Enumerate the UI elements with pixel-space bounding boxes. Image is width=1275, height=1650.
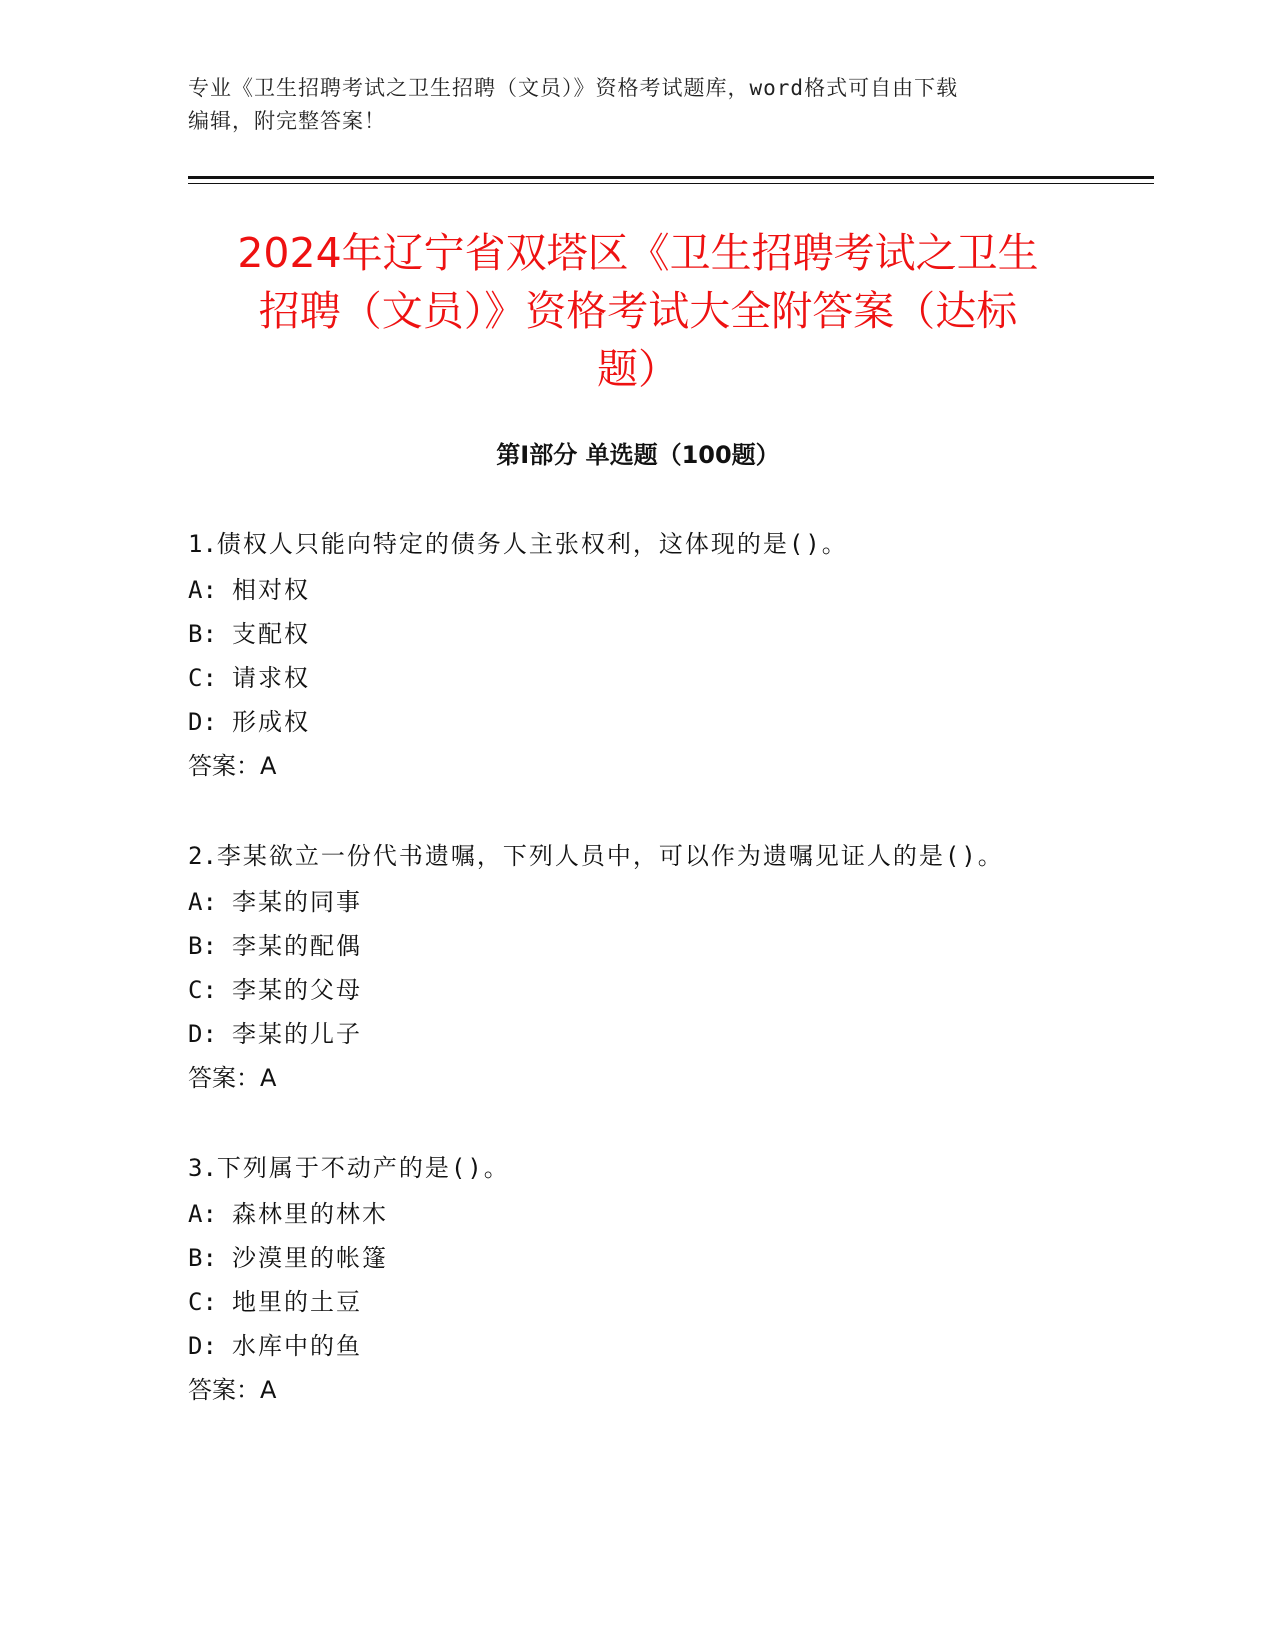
answer-line — [188, 1056, 1068, 1100]
option-d — [188, 1012, 1068, 1056]
option-letter: B: — [188, 620, 217, 648]
option-text: 支配权 — [232, 620, 310, 648]
answer-value: A — [260, 752, 277, 780]
option-text: 沙漠里的帐篷 — [232, 1244, 388, 1272]
document-title — [188, 224, 1088, 398]
answer-label: 答案： — [188, 1376, 260, 1404]
option-a — [188, 568, 1068, 612]
option-letter: C: — [188, 664, 217, 692]
option-d — [188, 700, 1068, 744]
header-rule-thick — [188, 176, 1154, 179]
option-a — [188, 1192, 1068, 1236]
option-letter: B: — [188, 932, 217, 960]
option-text: 李某的儿子 — [232, 1020, 362, 1048]
option-a — [188, 880, 1068, 924]
answer-value: A — [260, 1376, 277, 1404]
option-letter: D: — [188, 1020, 217, 1048]
option-text: 水库中的鱼 — [232, 1332, 362, 1360]
option-letter: A: — [188, 576, 217, 604]
question-2 — [188, 832, 1068, 1100]
option-c — [188, 656, 1068, 700]
question-list — [188, 520, 1068, 1456]
option-letter: D: — [188, 708, 217, 736]
header-note-line-2: 编辑，附完整答案！ — [188, 109, 386, 133]
title-line-2: 招聘（文员）》资格考试大全附答案（达标 — [258, 287, 1018, 335]
option-text: 地里的土豆 — [232, 1288, 362, 1316]
question-text: 债权人只能向特定的债务人主张权利，这体现的是()。 — [216, 530, 848, 558]
option-c — [188, 1280, 1068, 1324]
question-1 — [188, 520, 1068, 788]
option-letter: C: — [188, 1288, 217, 1316]
title-line-1: 2024年辽宁省双塔区《卫生招聘考试之卫生 — [237, 229, 1039, 277]
answer-line — [188, 1368, 1068, 1412]
answer-label: 答案： — [188, 1064, 260, 1092]
option-b — [188, 924, 1068, 968]
option-text: 李某的配偶 — [232, 932, 362, 960]
option-letter: D: — [188, 1332, 217, 1360]
answer-value: A — [260, 1064, 277, 1092]
option-c — [188, 968, 1068, 1012]
title-line-3: 题） — [597, 345, 679, 393]
answer-line — [188, 744, 1068, 788]
question-number: 1. — [188, 530, 217, 558]
option-letter: A: — [188, 1200, 217, 1228]
option-text: 请求权 — [232, 664, 310, 692]
question-stem — [188, 832, 1068, 880]
option-text: 形成权 — [232, 708, 310, 736]
option-letter: A: — [188, 888, 217, 916]
answer-label: 答案： — [188, 752, 260, 780]
option-text: 李某的父母 — [232, 976, 362, 1004]
question-number: 2. — [188, 842, 217, 870]
header-rule-thin — [188, 183, 1154, 184]
question-text: 李某欲立一份代书遗嘱，下列人员中，可以作为遗嘱见证人的是()。 — [216, 842, 1004, 870]
option-letter: B: — [188, 1244, 217, 1272]
option-b — [188, 1236, 1068, 1280]
option-text: 相对权 — [232, 576, 310, 604]
option-text: 森林里的林木 — [232, 1200, 388, 1228]
section-heading: 第Ⅰ部分 单选题（100题） — [496, 441, 780, 469]
question-stem — [188, 1144, 1068, 1192]
question-text: 下列属于不动产的是()。 — [216, 1154, 510, 1182]
option-d — [188, 1324, 1068, 1368]
option-b — [188, 612, 1068, 656]
option-text: 李某的同事 — [232, 888, 362, 916]
header-note-line-1: 专业《卫生招聘考试之卫生招聘（文员）》资格考试题库，word格式可自由下载 — [188, 76, 959, 100]
option-letter: C: — [188, 976, 217, 1004]
question-3 — [188, 1144, 1068, 1412]
question-stem — [188, 520, 1068, 568]
question-number: 3. — [188, 1154, 217, 1182]
header-note — [188, 72, 1088, 138]
